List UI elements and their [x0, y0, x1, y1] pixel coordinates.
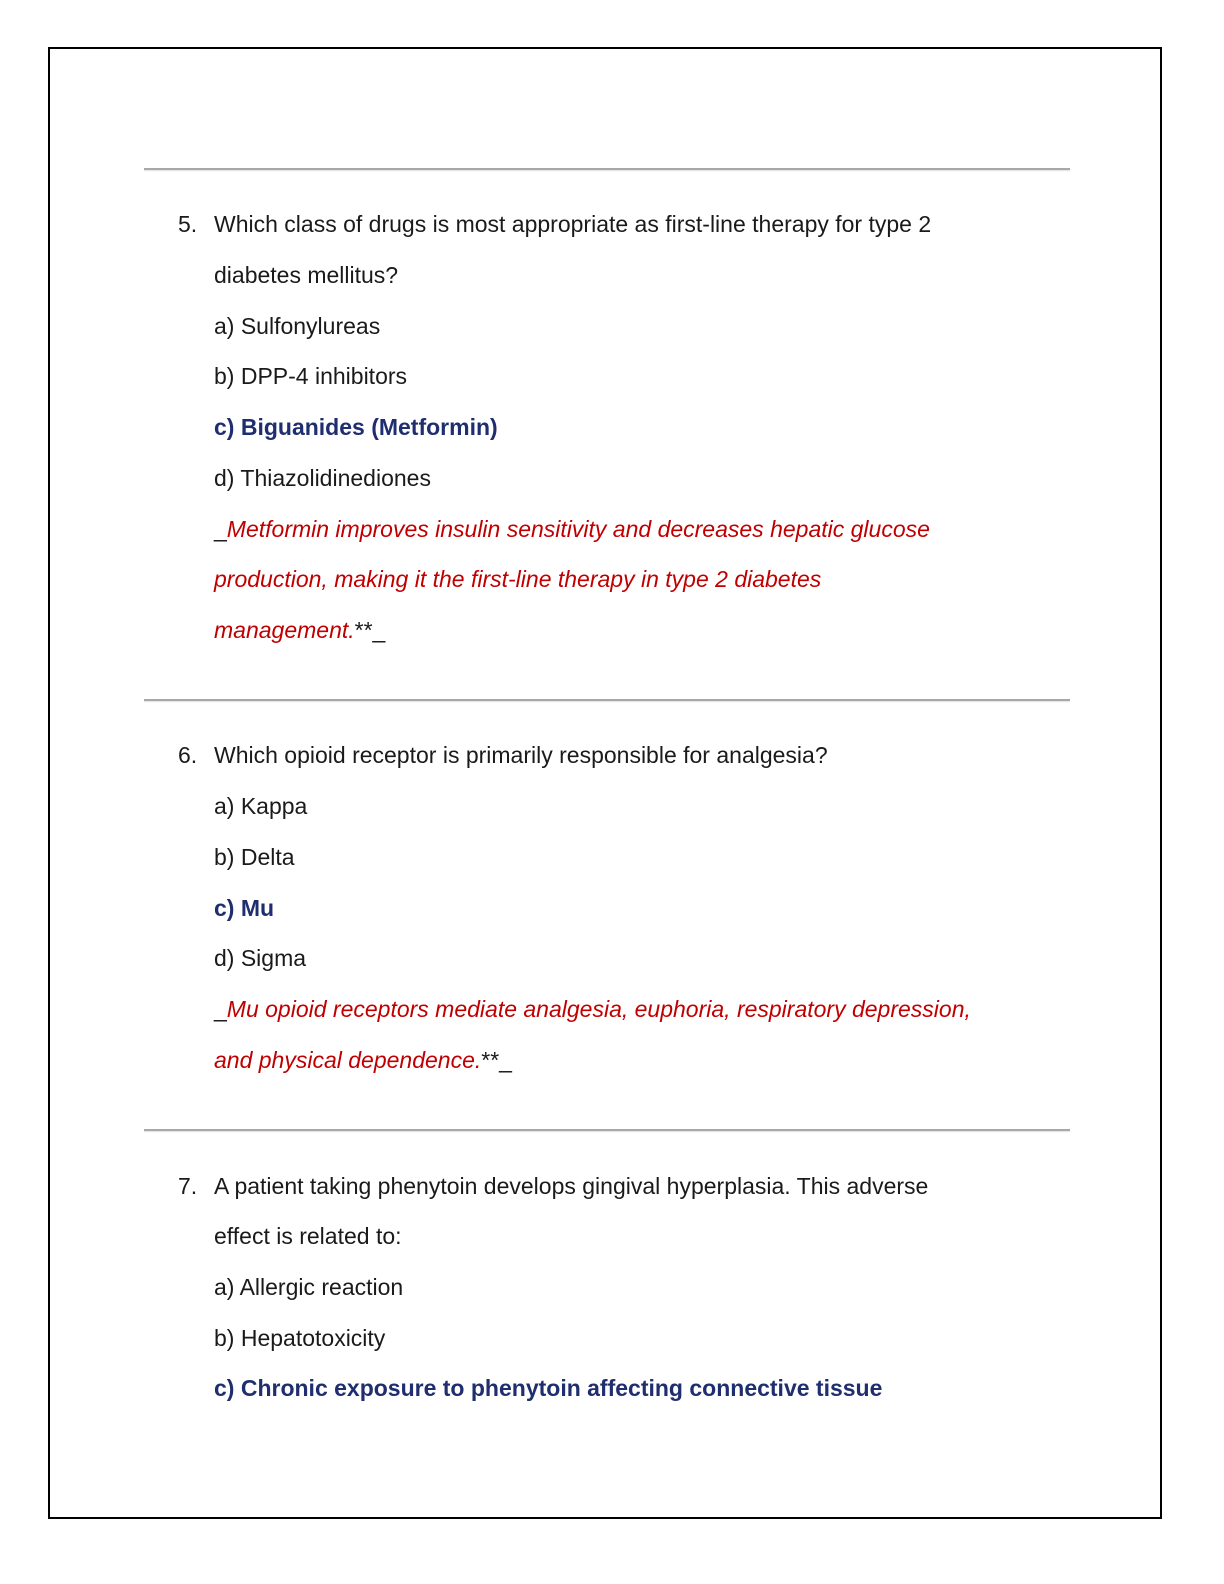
option-a: a) Kappa [214, 793, 308, 819]
option-c-correct: c) Biguanides (Metformin) [214, 414, 498, 440]
option-b: b) DPP-4 inhibitors [214, 363, 408, 389]
option-b: b) Delta [214, 844, 295, 870]
option-c-correct: c) Mu [214, 895, 275, 921]
option-d: d) Thiazolidinediones [214, 465, 431, 491]
question-stem: diabetes mellitus? [214, 262, 399, 288]
question-stem: effect is related to: [214, 1223, 402, 1249]
question-number: 6. [178, 742, 198, 768]
question-number: 5. [178, 211, 198, 237]
option-a: a) Allergic reaction [214, 1274, 404, 1300]
section-divider [144, 168, 1070, 170]
question-stem: Which opioid receptor is primarily responsible for analgesia? [214, 742, 828, 768]
section-divider [144, 699, 1070, 701]
explanation [214, 1045, 512, 1075]
explanation-tail: **_ [354, 617, 386, 643]
explanation-lead: _ [214, 516, 227, 542]
section-divider [144, 1129, 1070, 1131]
option-b: b) Hepatotoxicity [214, 1325, 386, 1351]
explanation-text: production, making it the first-line therapy in type 2 diabetes [214, 566, 822, 592]
explanation-text: management. [214, 617, 355, 643]
question-stem: Which class of drugs is most appropriate as first-line therapy for type 2 [214, 211, 932, 237]
option-c-correct: c) Chronic exposure to phenytoin affecting connective tissue [214, 1375, 883, 1401]
option-a: a) Sulfonylureas [214, 313, 381, 339]
question-stem: A patient taking phenytoin develops gingival hyperplasia. This adverse [214, 1173, 929, 1199]
question-number: 7. [178, 1173, 198, 1199]
explanation-text: Metformin improves insulin sensitivity and decreases hepatic glucose [226, 516, 930, 542]
explanation [214, 994, 971, 1024]
explanation-text: and physical dependence. [214, 1047, 482, 1073]
option-d: d) Sigma [214, 945, 307, 971]
explanation-lead: _ [214, 996, 227, 1022]
explanation [214, 514, 930, 544]
explanation [214, 615, 385, 645]
explanation-text: Mu opioid receptors mediate analgesia, euphoria, respiratory depression, [226, 996, 971, 1022]
explanation-tail: **_ [481, 1047, 512, 1073]
